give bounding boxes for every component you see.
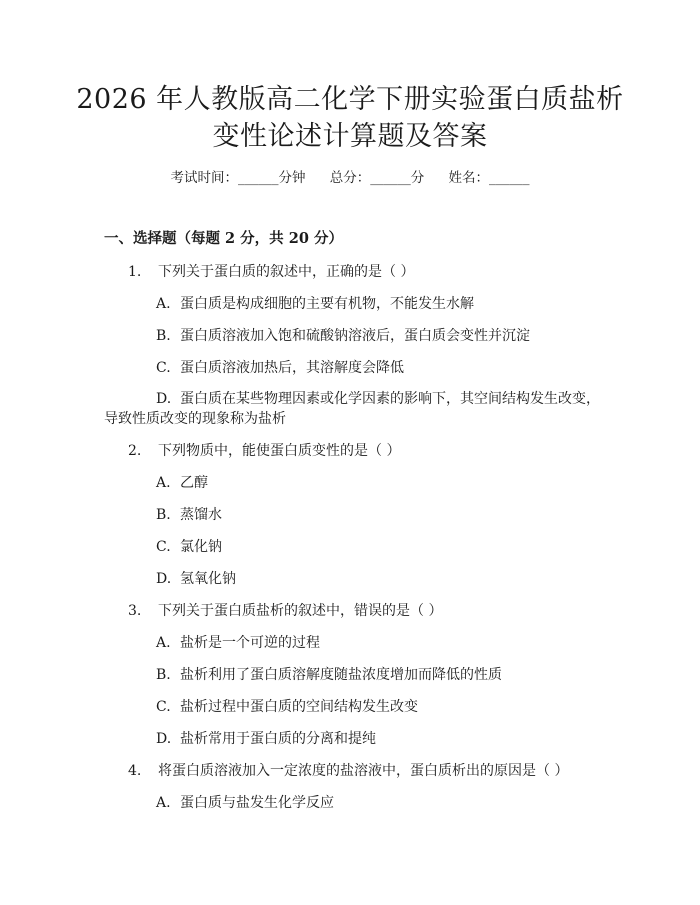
question-1-option-a	[156, 294, 474, 314]
option-text: 蛋白质是构成细胞的主要有机物，不能发生水解	[180, 296, 474, 312]
document-title-line-2: 变性论述计算题及答案	[212, 121, 488, 152]
option-letter: A.	[156, 795, 171, 811]
question-number: 3.	[128, 603, 142, 619]
question-4	[128, 761, 568, 781]
exam-info-bar	[0, 168, 700, 188]
option-letter: C.	[156, 699, 171, 715]
option-letter: C.	[156, 360, 171, 376]
question-1-option-d	[156, 389, 600, 409]
question-1	[128, 262, 414, 282]
option-letter: A.	[156, 296, 171, 312]
option-letter: A.	[156, 635, 171, 651]
option-text: 盐析常用于蛋白质的分离和提纯	[180, 731, 376, 747]
question-text: 下列关于蛋白质盐析的叙述中，错误的是（ ）	[158, 603, 443, 619]
option-text: 蛋白质在某些物理因素或化学因素的影响下，其空间结构发生改变，	[180, 391, 600, 407]
question-number: 1.	[128, 264, 142, 280]
question-2-option-b	[156, 505, 222, 525]
question-3-option-b	[156, 665, 502, 685]
option-letter: C.	[156, 539, 171, 555]
question-3-option-d	[156, 729, 376, 749]
exam-time-field: 考试时间：______分钟	[170, 170, 306, 186]
question-1-option-b	[156, 326, 530, 346]
option-text: 氯化钠	[180, 539, 222, 555]
question-text: 下列物质中，能使蛋白质变性的是（ ）	[158, 443, 401, 459]
question-3	[128, 601, 442, 621]
question-text: 将蛋白质溶液加入一定浓度的盐溶液中，蛋白质析出的原因是（ ）	[158, 763, 569, 779]
question-2	[128, 441, 400, 461]
option-text: 蛋白质溶液加热后，其溶解度会降低	[180, 360, 404, 376]
option-text: 蛋白质与盐发生化学反应	[180, 795, 334, 811]
total-score-field: 总分：______分	[329, 170, 425, 186]
option-letter: D.	[156, 391, 172, 407]
question-number: 2.	[128, 443, 142, 459]
document-title-line-1: 2026 年人教版高二化学下册实验蛋白质盐析	[76, 84, 624, 115]
section-heading: 一、选择题（每题 2 分，共 20 分）	[104, 230, 343, 247]
question-text: 下列关于蛋白质的叙述中，正确的是（ ）	[158, 264, 415, 280]
option-text: 盐析利用了蛋白质溶解度随盐浓度增加而降低的性质	[180, 667, 502, 683]
option-text: 氢氧化钠	[180, 571, 236, 587]
student-name-field: 姓名：______	[448, 170, 530, 186]
option-letter: D.	[156, 571, 172, 587]
question-number: 4.	[128, 763, 142, 779]
option-letter: D.	[156, 731, 172, 747]
question-1-option-d-continued: 导致性质改变的现象称为盐析	[104, 411, 286, 427]
option-letter: A.	[156, 475, 171, 491]
question-2-option-a	[156, 473, 208, 493]
question-3-option-c	[156, 697, 418, 717]
option-letter: B.	[156, 328, 171, 344]
option-text: 蒸馏水	[180, 507, 222, 523]
option-text: 盐析过程中蛋白质的空间结构发生改变	[180, 699, 418, 715]
question-2-option-d	[156, 569, 236, 589]
question-3-option-a	[156, 633, 320, 653]
option-letter: B.	[156, 667, 171, 683]
option-letter: B.	[156, 507, 171, 523]
question-1-option-c	[156, 358, 404, 378]
option-text: 乙醇	[180, 475, 208, 491]
question-2-option-c	[156, 537, 222, 557]
question-4-option-a	[156, 793, 334, 813]
option-text: 盐析是一个可逆的过程	[180, 635, 320, 651]
option-text: 蛋白质溶液加入饱和硫酸钠溶液后，蛋白质会变性并沉淀	[180, 328, 530, 344]
